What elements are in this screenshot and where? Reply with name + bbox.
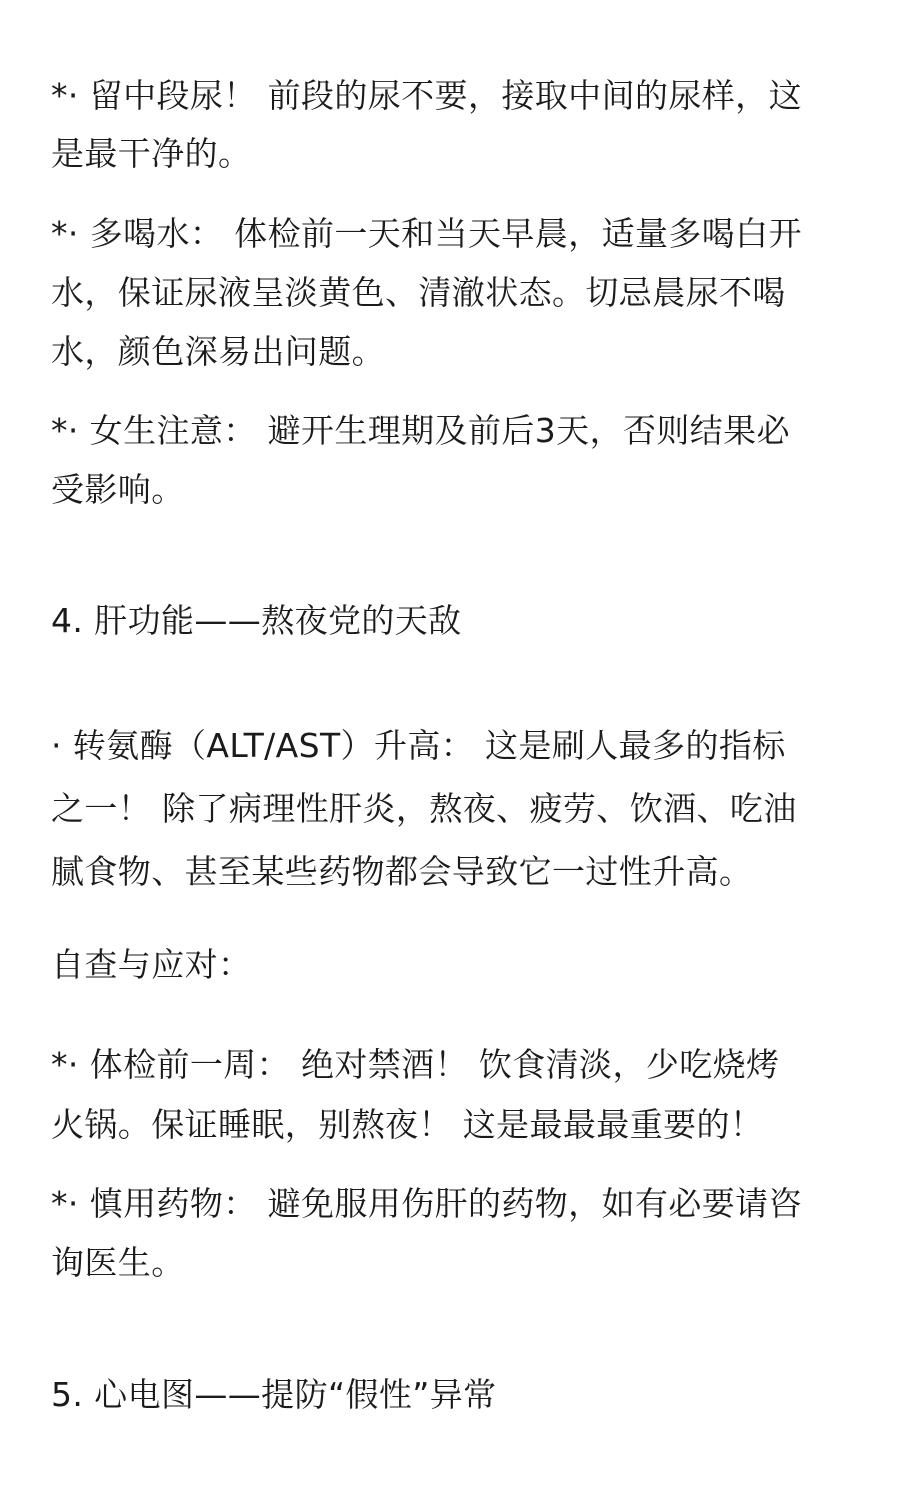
- text-line: 水，保证尿液呈淡黄色、清澈状态。切忌晨尿不喝: [51, 273, 786, 312]
- text-line: *· 留中段尿！ 前段的尿不要，接取中间的尿样，这: [51, 76, 802, 115]
- text-line: 受影响。: [51, 470, 185, 509]
- text-line: *· 体检前一周： 绝对禁酒！ 饮食清淡，少吃烧烤: [51, 1045, 780, 1084]
- text-line: *· 慎用药物： 避免服用伤肝的药物，如有必要请咨: [51, 1184, 802, 1223]
- text-line: · 转氨酶（ALT/AST）升高： 这是刷人最多的指标: [51, 726, 786, 765]
- text-line: 之一！ 除了病理性肝炎，熬夜、疲劳、饮酒、吃油: [51, 789, 797, 828]
- text-line: 询医生。: [51, 1243, 185, 1282]
- section-heading: 4. 肝功能——熬夜党的天敌: [51, 601, 462, 640]
- text-line: 水，颜色深易出问题。: [51, 332, 385, 371]
- text-line: 腻食物、甚至某些药物都会导致它一过性升高。: [51, 852, 753, 891]
- text-line: 是最干净的。: [51, 134, 252, 173]
- section-heading: 5. 心电图——提防“假性”异常: [51, 1375, 497, 1414]
- text-line: *· 多喝水： 体检前一天和当天早晨，适量多喝白开: [51, 214, 802, 253]
- subheading: 自查与应对：: [51, 945, 252, 984]
- text-line: *· 女生注意： 避开生理期及前后3天，否则结果必: [51, 411, 790, 450]
- text-line: 火锅。保证睡眠，别熬夜！ 这是最最最重要的！: [51, 1105, 764, 1144]
